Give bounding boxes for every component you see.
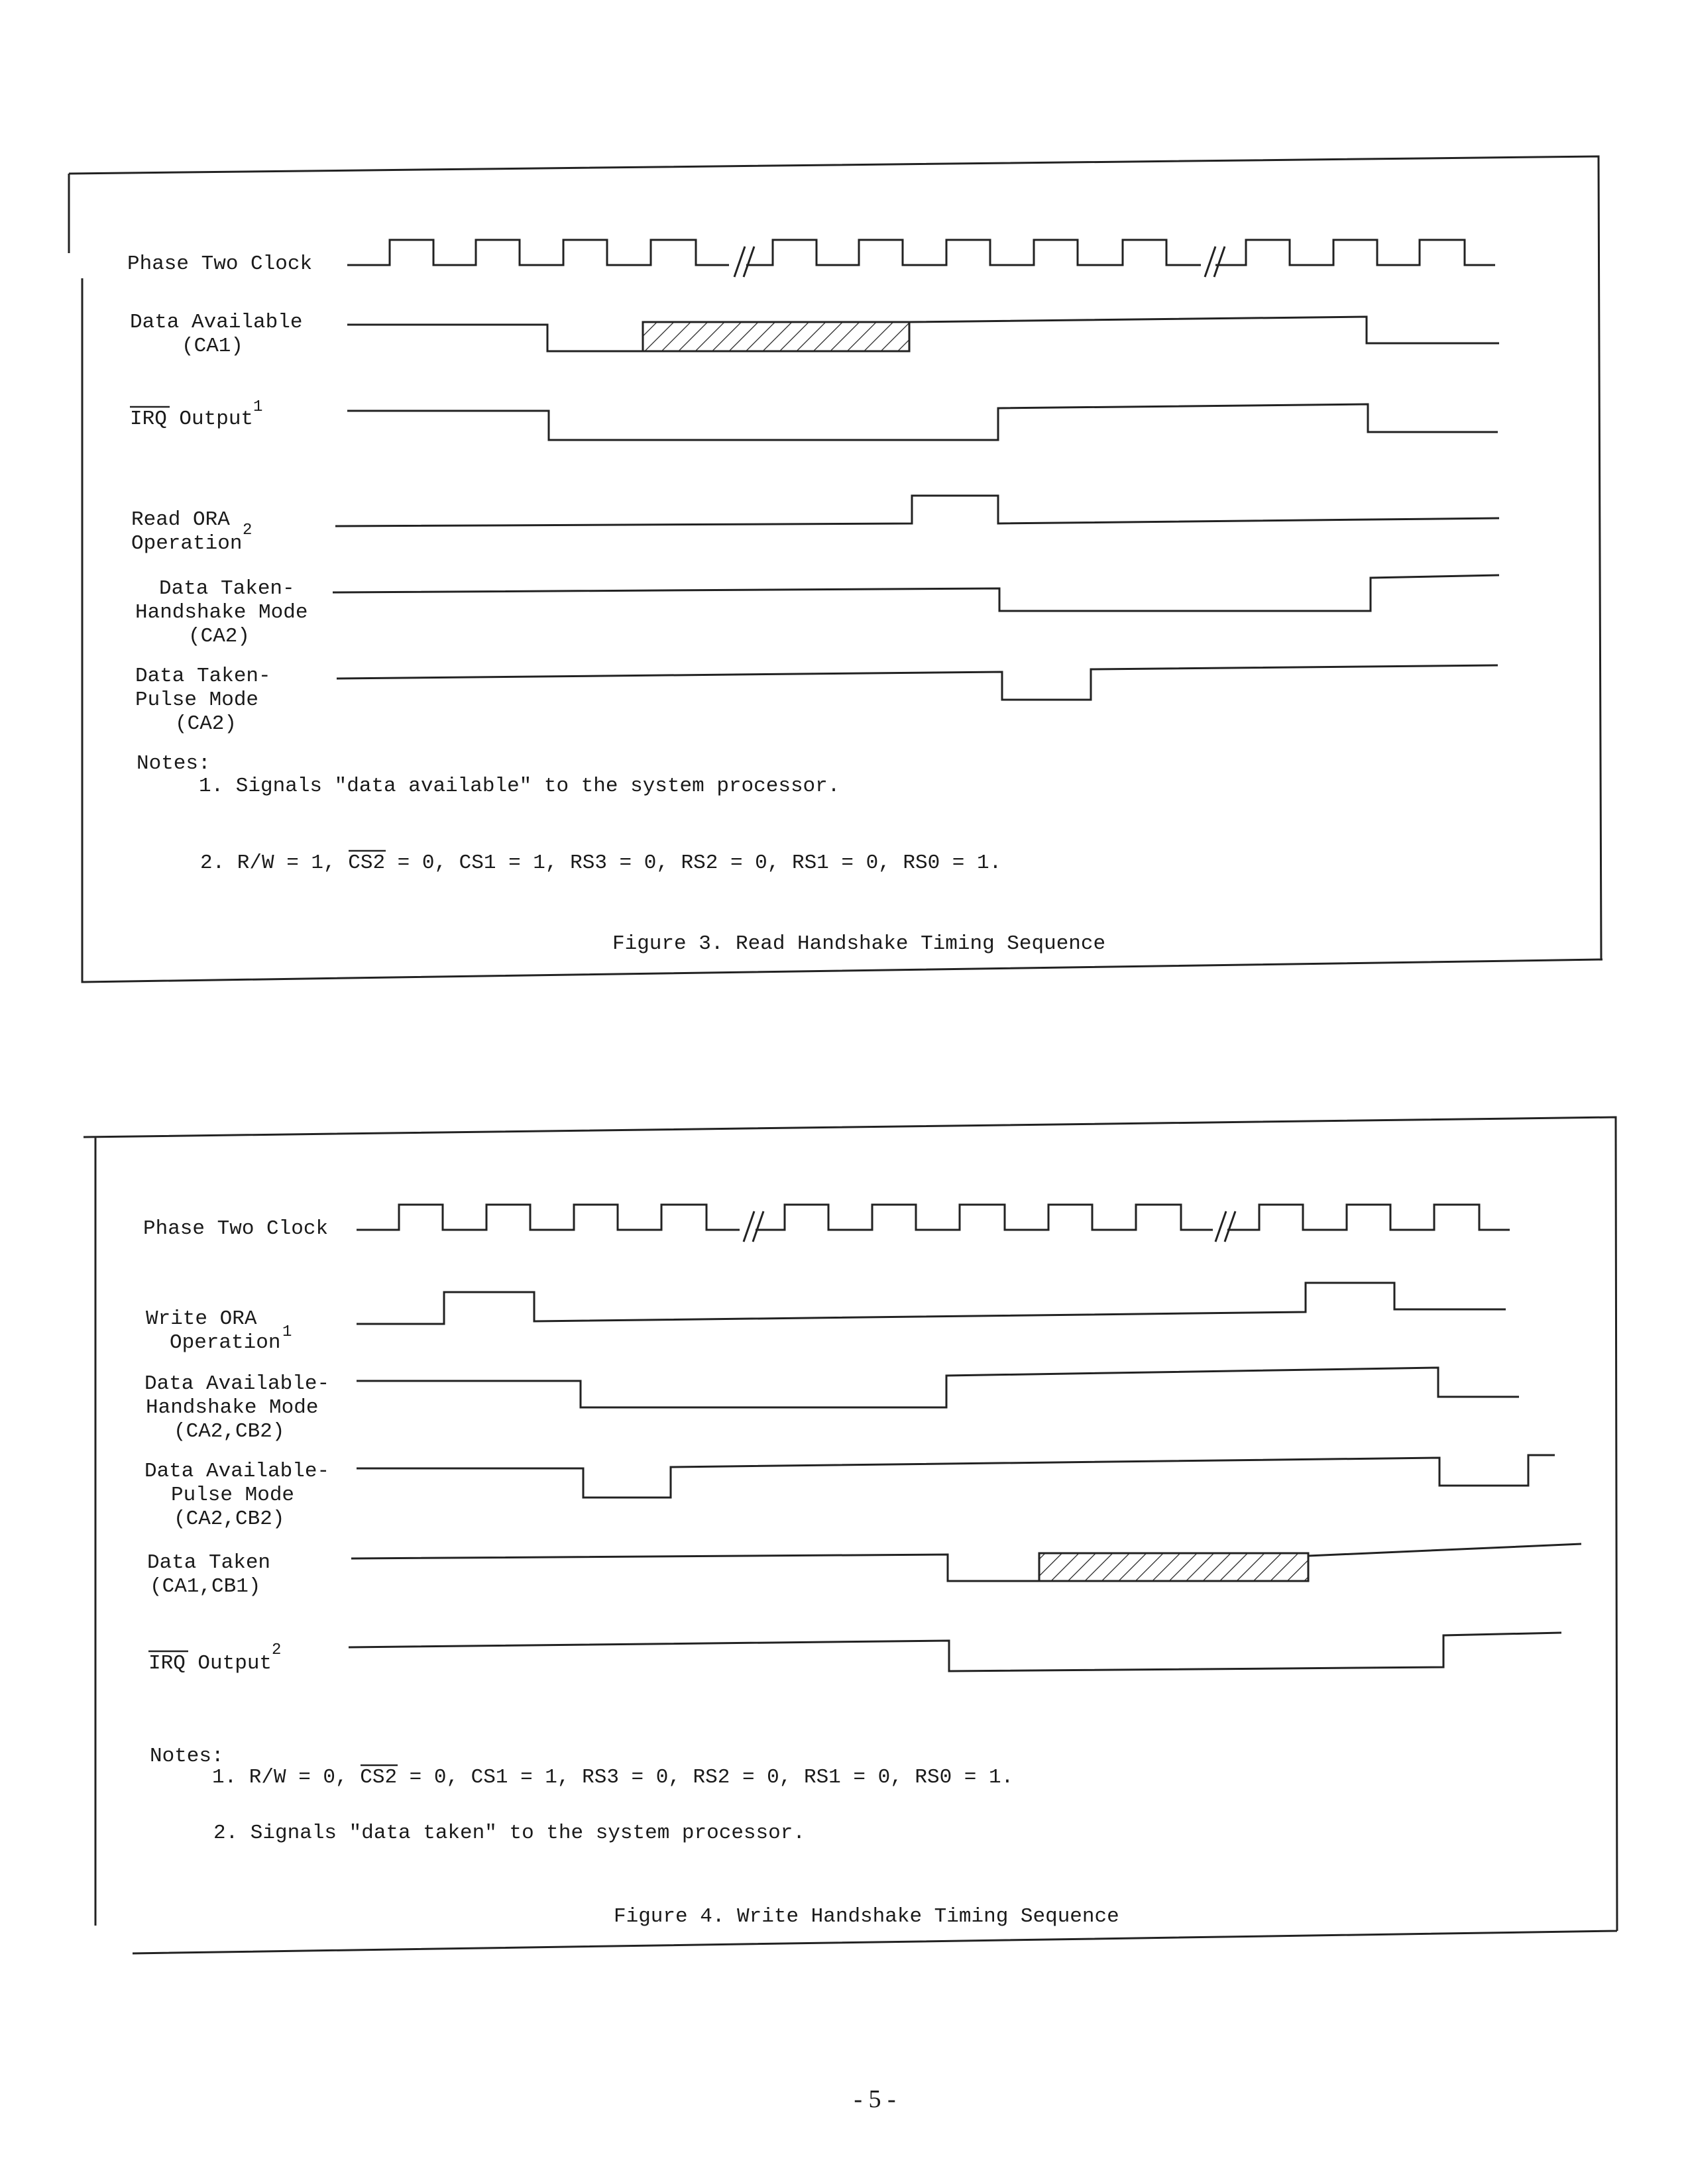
clock-break-2	[1205, 246, 1225, 277]
figure-4-notes-label: Notes:	[150, 1745, 224, 1768]
wave-data-taken-pulse	[337, 665, 1498, 700]
irq-footnote-1: 1	[253, 398, 263, 416]
note1-post: = 0, CS1 = 1, RS3 = 0, RS2 = 0, RS1 = 0, RS0 = 1.	[397, 1766, 1014, 1789]
wave-data-available-ca1	[347, 317, 1499, 351]
figure-3-caption: Figure 3. Read Handshake Timing Sequence	[612, 932, 1106, 956]
label-write-ora: Write ORA	[146, 1307, 257, 1331]
label-pulse-mode-fig4: Pulse Mode	[171, 1484, 295, 1507]
write-ora-footnote-1: 1	[282, 1323, 292, 1341]
wave-phase-two-clock	[347, 240, 1495, 265]
label-write-operation: Operation	[170, 1331, 281, 1354]
label-handshake-mode: Handshake Mode	[135, 601, 308, 624]
label-ca2-cb2-pulse: (CA2,CB2)	[174, 1507, 285, 1531]
label-data-taken-hs: Data Taken-	[159, 577, 295, 600]
label-data-available: Data Available	[130, 311, 303, 334]
label-operation: Operation	[131, 532, 243, 555]
note2-pre: 2. R/W = 1,	[200, 851, 349, 875]
label-read-ora: Read ORA	[131, 508, 230, 531]
wave-irq-output	[347, 404, 1498, 440]
irq-text: IRQ	[130, 408, 167, 431]
wave-data-available-handshake	[357, 1368, 1519, 1407]
wave-data-taken-handshake	[333, 575, 1499, 611]
wave-data-taken-ca1-cb1	[351, 1544, 1581, 1581]
label-data-available-hs: Data Available-	[144, 1372, 330, 1395]
irq-text-fig4: IRQ	[148, 1652, 186, 1675]
note2-cs2: CS2	[348, 851, 386, 875]
label-ca2-hs: (CA2)	[188, 625, 251, 648]
clock-break-2-fig4	[1215, 1211, 1235, 1242]
clock-break-1-fig4	[744, 1211, 763, 1242]
label-hs-mode-fig4: Handshake Mode	[146, 1396, 319, 1419]
figure-3-notes-label: Notes:	[137, 752, 211, 775]
ca1-data-valid-hatch	[643, 322, 909, 351]
irq-output-text: Output	[166, 408, 254, 431]
irq-output-text-fig4: Output	[185, 1652, 272, 1675]
label-irq-output-fig4	[148, 1652, 272, 1675]
label-data-available-pulse: Data Available-	[144, 1460, 330, 1483]
wave-irq-output-fig4	[349, 1633, 1561, 1671]
wave-read-ora-operation	[335, 496, 1499, 526]
wave-data-available-pulse	[357, 1455, 1555, 1498]
note1-pre: 1. R/W = 0,	[212, 1766, 361, 1789]
read-ora-footnote-2: 2	[243, 521, 253, 539]
ca1-cb1-data-valid-hatch	[1039, 1553, 1308, 1581]
note1-cs2: CS2	[360, 1766, 398, 1789]
figure-3-note-1: 1. Signals "data available" to the system processor.	[199, 775, 840, 798]
label-ca2-pulse: (CA2)	[175, 712, 237, 736]
wave-write-ora-operation	[357, 1283, 1506, 1324]
label-phase-two-clock-fig4: Phase Two Clock	[143, 1217, 329, 1240]
figure-4-caption: Figure 4. Write Handshake Timing Sequence	[614, 1905, 1119, 1928]
figure-3-note-2	[200, 851, 1001, 875]
note2-post: = 0, CS1 = 1, RS3 = 0, RS2 = 0, RS1 = 0, RS0 = 1.	[385, 851, 1002, 875]
page-number: - 5 -	[854, 2085, 896, 2113]
label-data-taken-pulse: Data Taken-	[135, 665, 271, 688]
label-phase-two-clock: Phase Two Clock	[127, 252, 313, 276]
wave-phase-two-clock-fig4	[357, 1205, 1510, 1230]
label-data-taken: Data Taken	[147, 1551, 271, 1574]
label-irq-output	[130, 408, 253, 431]
label-pulse-mode: Pulse Mode	[135, 688, 259, 712]
label-ca1-cb1: (CA1,CB1)	[150, 1575, 261, 1598]
label-ca1: (CA1)	[182, 335, 244, 358]
clock-break-1	[734, 246, 754, 277]
label-ca2-cb2-hs: (CA2,CB2)	[174, 1420, 285, 1443]
figure-4-note-2: 2. Signals "data taken" to the system processor.	[213, 1822, 805, 1845]
irq-footnote-2: 2	[272, 1641, 282, 1659]
figure-4-note-1	[212, 1766, 1013, 1789]
figure-3-read-handshake	[69, 156, 1602, 982]
figure-4-write-handshake	[84, 1117, 1617, 1953]
